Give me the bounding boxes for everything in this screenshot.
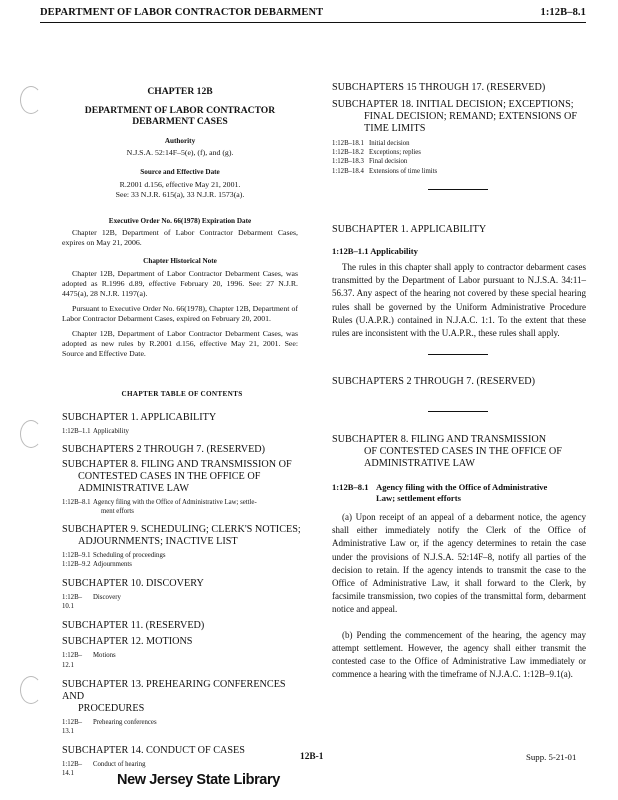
- toc-item-cont: ment efforts: [101, 508, 134, 516]
- rule-8-1-paragraph-a: (a) Upon receipt of an appeal of a debarment notice, the agency shall either immediately notify the Clerk of the Office of Administrative Law or, if the agency determines to retain the case under the provisions of N.J.S.A. 52:14F–8, notify all parties of the decision to retain. If the agency intends to transmit the case to the Office of Administrative Law, it shall forward to the Clerk, by facsimile transmission, two copies of the transmittal form, debarment notice and appeal.: [332, 512, 586, 615]
- rule-8-1-heading: 1:12B–8.1 Agency filing with the Office of Administrative Law; settlement efforts: [332, 482, 548, 503]
- section-divider: [428, 354, 488, 355]
- chapter-title-line2: DEBARMENT CASES: [132, 116, 228, 128]
- punch-hole: [20, 86, 42, 114]
- supplement-date: Supp. 5-21-01: [526, 752, 577, 762]
- toc-subchapter-14: SUBCHAPTER 14. CONDUCT OF CASES: [62, 745, 245, 757]
- header-title: DEPARTMENT OF LABOR CONTRACTOR DEBARMENT: [40, 7, 324, 18]
- toc-item: 1:12B–12.1 Motions: [62, 652, 116, 669]
- page-number: 12B-1: [300, 752, 324, 762]
- rule-8-1-paragraph-b: (b) Pending the commencement of the hearing, the agency may attempt settlement. However, the agency shall either transmit the contested case to the Office of Administrative Law immediately or commence a hearing with the timeframe of N.J.A.C. 1:12B–9.1(a).: [332, 629, 586, 680]
- subchapter-8-section: [332, 434, 586, 681]
- historical-note-p1: Chapter 12B, Department of Labor Contractor Debarment Cases, was adopted as R.1996 d.89, effective February 20, 1996. See: 27 N.J.R. 4475(a), 28 N.J.R. 1197(a).: [62, 268, 298, 298]
- rule-1-1-text: The rules in this chapter shall apply to contractor debarment cases transmitted by the Department of Labor pursuant to N.J.S.A. 34:11–56.37. Any aspect of the hearing not covered by these special hearing rules shall be governed by the Uniform Administrative Procedure Rules (U.A.P.R.) contained in N.J.A.C. 1:1. To the extent that these rules are inconsistent with the U.A.P.R., these rules shall apply.: [332, 262, 586, 339]
- toc-subchapter-10: SUBCHAPTER 10. DISCOVERY: [62, 578, 204, 590]
- section-divider: [428, 189, 488, 190]
- authority-text: N.J.S.A. 52:14F–5(e), (f), and (g).: [126, 147, 234, 157]
- toc-item: 1:12B–14.1 Conduct of hearing: [62, 761, 146, 778]
- punch-hole: [20, 676, 42, 704]
- toc-subchapter-9: SUBCHAPTER 9. SCHEDULING; CLERK'S NOTICES; ADJOURNMENTS; INACTIVE LIST: [62, 523, 301, 547]
- toc-item: 1:12B–13.1 Prehearing conferences: [62, 718, 157, 736]
- punch-hole: [20, 420, 42, 448]
- subchapter-8-heading: SUBCHAPTER 8. FILING AND TRANSMISSION OF CONTESTED CASES IN THE OFFICE OF ADMINISTRATIVE LAW: [332, 434, 562, 469]
- toc-subchapter-13: SUBCHAPTER 13. PREHEARING CONFERENCES AND PROCEDURES: [62, 678, 286, 714]
- section-list-item: 1:12B–18.3 Final decision: [332, 158, 408, 166]
- toc-item: 1:12B–10.1 Discovery: [62, 594, 121, 611]
- toc-subchapter-1: SUBCHAPTER 1. APPLICABILITY: [62, 412, 217, 423]
- toc-item: 1:12B–8.1 Agency filing with the Office of Administrative Law; settle-: [62, 499, 257, 507]
- left-column: [62, 86, 298, 359]
- toc-item: 1:12B–9.1 Scheduling of proceedings: [62, 551, 166, 559]
- toc-heading: CHAPTER TABLE OF CONTENTS: [121, 390, 243, 398]
- subchapter-1-heading: SUBCHAPTER 1. APPLICABILITY: [332, 224, 487, 235]
- section-divider: [428, 411, 488, 412]
- source-heading: Source and Effective Date: [140, 167, 220, 176]
- chapter-number: CHAPTER 12B: [147, 86, 213, 97]
- source-text-2: See: 33 N.J.R. 615(a), 33 N.J.R. 1573(a).: [115, 189, 245, 199]
- subchapter-18: SUBCHAPTER 18. INITIAL DECISION; EXCEPTIONS; FINAL DECISION; REMAND; EXTENSIONS OF TIME LIMITS: [332, 99, 577, 134]
- executive-order-heading: Executive Order No. 66(1978) Expiration Date: [108, 216, 252, 225]
- header-rule: [40, 22, 586, 23]
- section-list-item: 1:12B–18.2 Exceptions; replies: [332, 149, 421, 157]
- toc-subchapters-2-7: SUBCHAPTERS 2 THROUGH 7. (RESERVED): [62, 444, 266, 456]
- header-code: 1:12B–8.1: [540, 7, 586, 18]
- subchapters-2-7-heading: SUBCHAPTERS 2 THROUGH 7. (RESERVED): [332, 376, 536, 387]
- source-text-1: R.2001 d.156, effective May 21, 2001.: [119, 179, 241, 189]
- table-of-contents: [62, 390, 302, 779]
- running-header: [40, 7, 586, 18]
- subchapters-15-17: SUBCHAPTERS 15 THROUGH 17. (RESERVED): [332, 82, 546, 93]
- section-list-item: 1:12B–18.4 Extensions of time limits: [332, 167, 438, 175]
- subchapters-2-7-section: [332, 376, 586, 388]
- historical-note-p3: Chapter 12B, Department of Labor Contractor Debarment Cases, was adopted as new rules by R.2001 d.156, effective May 21, 2001. See: Source and Effective Date.: [62, 328, 298, 358]
- toc-subchapter-8: SUBCHAPTER 8. FILING AND TRANSMISSION OF CONTESTED CASES IN THE OFFICE OF ADMINISTRATIVE LAW: [62, 459, 292, 495]
- historical-note-p2: Pursuant to Executive Order No. 66(1978), Chapter 12B, Department of Labor Contractor Debarment Cases, expired on February 20, 2001.: [62, 303, 298, 323]
- chapter-title-line1: DEPARTMENT OF LABOR CONTRACTOR: [84, 105, 276, 117]
- toc-subchapter-12: SUBCHAPTER 12. MOTIONS: [62, 636, 193, 648]
- subchapter-1-section: [332, 224, 586, 340]
- toc-item: 1:12B–9.2 Adjournments: [62, 560, 132, 568]
- executive-order-text: Chapter 12B, Department of Labor Contractor Debarment Cases, expires on May 21, 2006.: [62, 227, 298, 247]
- toc-item: 1:12B–1.1 Applicability: [62, 428, 129, 435]
- section-list-item: 1:12B–18.1 Initial decision: [332, 140, 410, 147]
- historical-note-heading: Chapter Historical Note: [143, 256, 217, 265]
- right-column: [332, 82, 586, 176]
- rule-1-1-heading: 1:12B–1.1 Applicability: [332, 246, 418, 256]
- authority-heading: Authority: [164, 136, 196, 145]
- toc-subchapter-11: SUBCHAPTER 11. (RESERVED): [62, 620, 205, 632]
- library-stamp: New Jersey State Library: [117, 772, 280, 788]
